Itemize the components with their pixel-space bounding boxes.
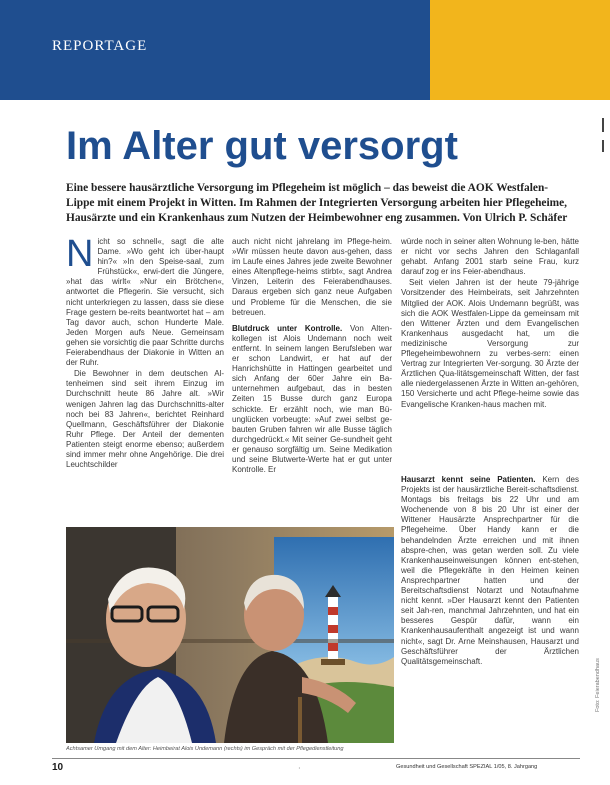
photo-credit: Foto: Feierabendhaus bbox=[595, 658, 601, 712]
text-column-1 bbox=[66, 237, 224, 527]
paragraph bbox=[232, 324, 392, 475]
paragraph-text: Von Alten-kollegen ist Alois Undemann noch weit entfernt. In seinem langen Berufsleben war er schon Landwirt, er hat auf der Hanrichshütte in Hattingen gearbeitet und sich Anfang der 60er Jahre ein Ba-unternehmen aufgebaut, das in besten Zeiten 15 Busse durch ganz Europa schickte. Er erzählt noch, wie man Bü-unglücken vorbeugte: »Auf zwei selbst ge-bauten Gruben fahren wir alle Busse täglich durchgedrückt.« Mit seiner Ge-sundheit geht er genauso sorgfältig um. Seine Medikation und seine Blutwerte-Werte hat er gut unter Kontrolle. Er bbox=[232, 323, 392, 475]
dropcap: N bbox=[66, 237, 94, 275]
paragraph: icht so schnell«, sagt die alte Dame. »Wo geht ich über-haupt hin?« »In den Speise-saal, zum Frühstück«, erwi-dert die Jüngere, »hat das wirlt« »Nur ein Brötchen«, antwortet die Pflegerin. Sie versucht, sich nicht unterkriegen zu lassen, dass sie diese Frage gestern be-reits beantwortet hat – am Tag davor auch, schon Hunderte Male. Jeden Morgen aufs Neue. Gemeinsam gehen sie vorsichtig die paar Schritte durchs Feierabendhaus der Diakonie in Witten an der Ruhr. bbox=[66, 237, 224, 368]
paragraph: Die Bewohner in dem deutschen Al-tenheimen sind seit ihrem Einzug im Durchschnitt heute 86 Jahre alt. »Wir wenigen Jahren lag das Durchschnitts-alter noch bei 83 Jahren«, berichtet Reinhard Quellmann, Geschäftsführer der Diakonie Ruhr Pflege. Der Anteil der dementen Patienten steigt enorme ebenso; außerdem sind immer mehr ohne Angehörige. Die drei Leuchtschilder bbox=[66, 369, 224, 470]
paragraph: würde noch in seiner alten Wohnung le-ben, hätte er nicht vor sechs Jahren den Schlaganfall gehabt. Anfang 2001 starb seine Frau, kurz darauf zog er ins Feier-abendhaus. bbox=[401, 237, 579, 277]
paragraph: Seit vielen Jahren ist der heute 79-jährige Vorsitzender des Heimbeirats, seit Jahrzehnten Mitglied der AOK. Alois Undemann begrüßt, was sich die AOK Westfalen-Lippe da gemeinsam mit den Wittener Ärzten und dem Evangelischen Krankenhaus ausgedacht hat, um die medizinische Versorgung zur Pflegeheimbewohnern zu verbes-sern: einen Vertrag zur Integrierten Ver-sorgung. 30 Ärzte der Ärztlichen Qua-litätsgemeinschaft Witten, der fast alle niedergelassenen Ärzte in Witten an-gehören, 150 Versicherte und acht Pflege-heime sowie das Evangelische Kranken-haus machen mit. bbox=[401, 278, 579, 409]
article-title: Im Alter gut versorgt bbox=[66, 124, 458, 168]
section-rubric: REPORTAGE bbox=[52, 38, 148, 54]
header-yellow-panel bbox=[430, 0, 610, 100]
article-photo bbox=[66, 527, 394, 743]
text-column-2 bbox=[232, 237, 392, 527]
text-column-3 bbox=[401, 237, 579, 472]
photo-caption: Achtsamer Umgang mit dem Alter: Heimbeirat Alois Undemann (rechts) im Gespräch mit der Pflegedienstleitung bbox=[66, 746, 344, 752]
subheading: Hausarzt kennt seine Patienten. bbox=[401, 475, 536, 484]
subheading: Blutdruck unter Kontrolle. bbox=[232, 323, 343, 333]
photo-illustration bbox=[66, 527, 394, 743]
paragraph: auch nicht nicht jahrelang im Pflege-heim. »Wir müssen heute davon aus-gehen, dass im Laufe eines Jahres jede zweite Bewohner eines Altenpflege-heims stirbt«, sagt Andrea Vinzen, Leiterin des Feierabendhauses. Daraus ergeben sich ganz neue Aufgaben und Probleme für die Menschen, die sie betreuen. bbox=[232, 237, 392, 317]
edge-mark bbox=[602, 118, 604, 132]
page-number: 10 bbox=[52, 762, 64, 773]
paragraph bbox=[401, 475, 579, 667]
paragraph-text: Kern des Projekts ist der hausärztliche Bereit-schaftsdienst. Montags bis freitags bis 22 Uhr und am Wochenende von 8 bis 20 Uhr ist einer der Wittener Hausärzte Ansprechpartner für die Pflegeheime. Über Handy kann er die behandelnden Ärzte erreichen und mit ihnen abspre-chen, was getan werden soll. Zu viele Krankenhauseinweisungen können ent-stehen, weil die Pflegekräfte in den Heimen keinen Ansprechpartner hatten und der Bereitschaftsdienst Notarzt und Notaufnahme nicht kennt. »Der Hausarzt kennt den Patienten seit Jah-ren, manchmal Jahrzehnten, und hat ein besseres Gespür dafür, wann ein Krankenhausaufenthalt angezeigt ist und wann nicht«, sagt Dr. Arne Meinshausen, Hausarzt und Geschäftsführer der Ärztlichen Qualitätsgemeinschaft. bbox=[401, 475, 579, 666]
footer-rule bbox=[52, 758, 580, 759]
text-column-4 bbox=[401, 475, 579, 750]
article-intro: Eine bessere hausärztliche Versorgung im Pflegeheim ist möglich – das beweist die AOK Westfalen-Lippe mit einem Projekt in Witten. Im Rahmen der Integrierten Versorgung arbeiten hier Pflegeheime, Hausärzte und ein Krankenhaus zum Nutzen der Heimbewohner eng zusammen. Von Ulrich P. Schäfer bbox=[66, 182, 568, 224]
header-band bbox=[0, 0, 610, 100]
edge-mark bbox=[602, 140, 604, 152]
footer-source: Gesundheit und Gesellschaft SPEZIAL 1/05, 8. Jahrgang bbox=[396, 764, 538, 770]
footer-dot: · bbox=[298, 764, 301, 773]
